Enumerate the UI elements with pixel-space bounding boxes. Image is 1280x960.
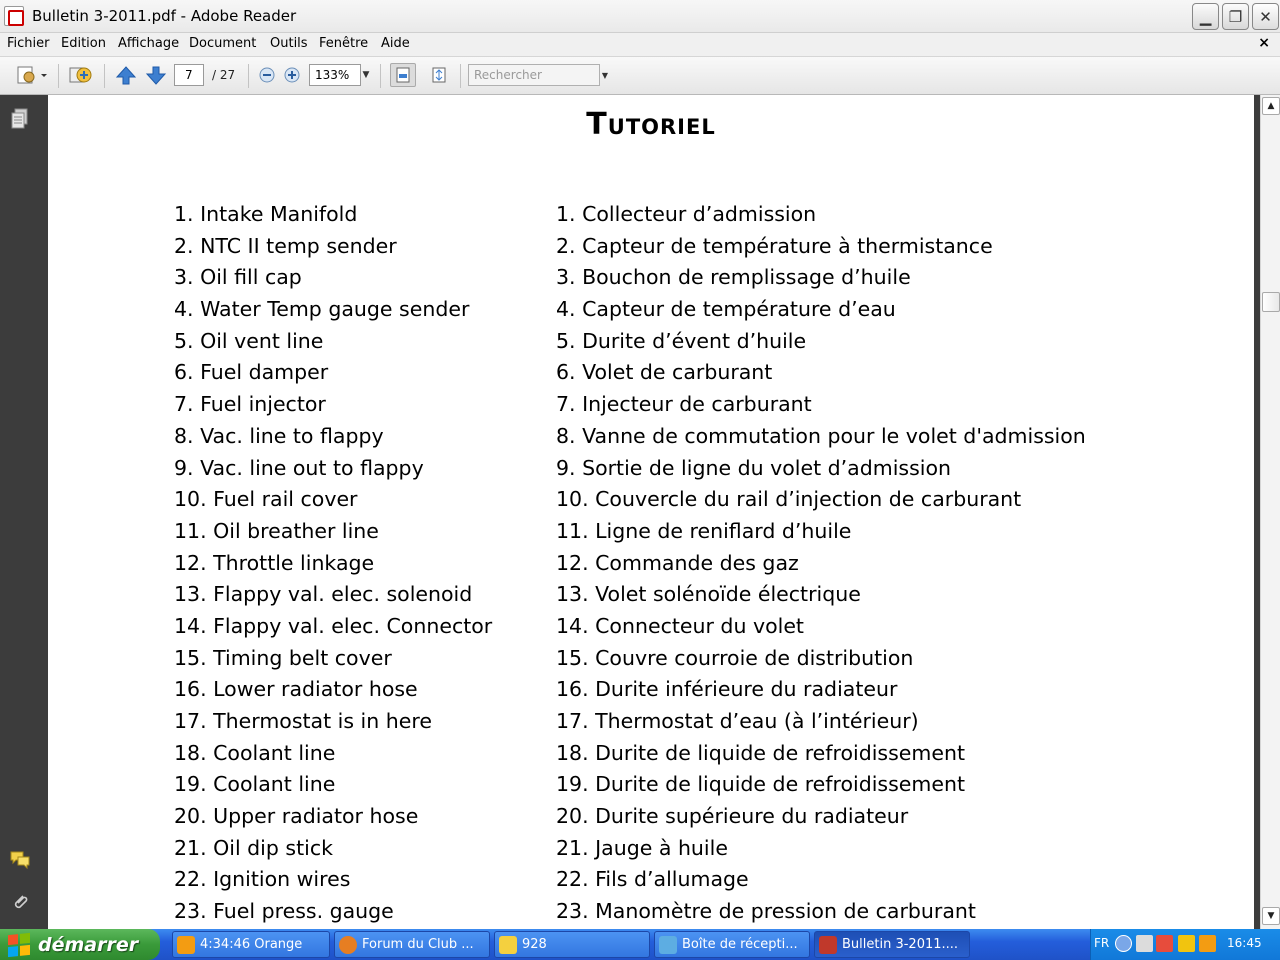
page-total: / 27 (212, 68, 236, 82)
menu-affichage[interactable]: Affichage (118, 36, 180, 51)
next-page-button[interactable] (144, 63, 168, 87)
task-label: Forum du Club ... (362, 937, 474, 952)
task-label: Boîte de récepti... (682, 937, 798, 952)
english-part-item: 13. Flappy val. elec. solenoid (174, 582, 473, 607)
chevron-up-icon: ▲ (1267, 101, 1275, 111)
toolbar-separator (460, 64, 461, 88)
network-icon[interactable] (1136, 935, 1153, 952)
orange-app-icon (177, 936, 195, 954)
french-part-item: 12. Commande des gaz (556, 550, 799, 575)
fit-page-icon (394, 66, 412, 84)
clock: 16:45 (1227, 936, 1262, 950)
taskbar (0, 929, 1280, 960)
menu-document[interactable]: Document (189, 36, 257, 51)
comments-button[interactable] (8, 848, 32, 870)
english-part-item: 6. Fuel damper (174, 360, 329, 385)
english-part-item: 7. Fuel injector (174, 392, 326, 417)
fit-window-button[interactable] (426, 63, 452, 87)
menu-aide[interactable]: Aide (381, 36, 410, 51)
zoom-out-icon (258, 66, 276, 84)
zoom-level-input[interactable]: 133% (309, 64, 361, 86)
chevron-down-icon: ▼ (362, 70, 370, 80)
chevron-down-icon: ▼ (601, 70, 609, 80)
previous-page-button[interactable] (114, 63, 138, 87)
french-part-item: 1. Collecteur d’admission (556, 202, 817, 226)
page-thumbnails-button[interactable] (8, 108, 32, 130)
task-label: 4:34:46 Orange (200, 937, 303, 952)
menu-fichier[interactable]: Fichier (7, 36, 50, 51)
french-part-item: 13. Volet solénoïde électrique (556, 582, 861, 607)
arrow-up-icon (115, 64, 137, 86)
scroll-thumb[interactable] (1262, 292, 1280, 312)
english-part-item: 5. Oil vent line (174, 328, 324, 353)
english-part-item: 16. Lower radiator hose (174, 677, 418, 702)
english-part-item: 12. Throttle linkage (174, 550, 375, 575)
zoom-in-icon (283, 66, 301, 84)
english-part-item: 21. Oil dip stick (174, 835, 333, 860)
french-part-item: 18. Durite de liquide de refroidissement (556, 740, 966, 765)
english-part-item: 8. Vac. line to flappy (174, 423, 384, 448)
french-part-item: 11. Ligne de reniflard d’huile (556, 518, 852, 543)
english-part-item: 4. Water Temp gauge sender (174, 297, 470, 322)
toolbar-separator (248, 64, 249, 88)
restore-icon: ❐ (1228, 7, 1243, 26)
zoom-out-button[interactable] (256, 63, 278, 87)
french-part-item: 21. Jauge à huile (556, 835, 728, 860)
search-input[interactable]: Rechercher (468, 64, 600, 86)
english-part-item: 23. Fuel press. gauge (174, 899, 394, 924)
menu-outils[interactable]: Outils (270, 36, 308, 51)
english-part-item: 15. Timing belt cover (174, 645, 392, 670)
task-label: 928 (522, 937, 547, 952)
french-part-item: 3. Bouchon de remplissage d’huile (556, 265, 911, 290)
french-part-item: 4. Capteur de température d’eau (556, 297, 896, 322)
french-part-item: 17. Thermostat d’eau (à l’intérieur) (556, 709, 919, 733)
expand-tray-icon[interactable] (1115, 935, 1132, 952)
english-part-item: 19. Coolant line (174, 772, 336, 797)
french-part-item: 7. Injecteur de carburant (556, 392, 812, 417)
english-part-item: 10. Fuel rail cover (174, 487, 358, 512)
close-document-button[interactable]: × (1258, 35, 1270, 51)
title-bar (0, 0, 1280, 33)
firefox-icon (339, 936, 357, 954)
task-firefox-forum[interactable] (334, 931, 490, 958)
minimize-icon: ▁ (1199, 7, 1212, 26)
french-parts-list (556, 199, 1086, 928)
task-folder-928[interactable] (494, 931, 650, 958)
french-part-item: 15. Couvre courroie de distribution (556, 645, 914, 670)
close-icon: ✕ (1259, 7, 1272, 26)
french-part-item: 5. Durite d’évent d’huile (556, 328, 807, 353)
mail-icon (659, 936, 677, 954)
scroll-down-button[interactable] (1262, 907, 1280, 925)
toolbar (0, 57, 1280, 95)
arrow-down-icon (145, 64, 167, 86)
french-part-item: 16. Durite inférieure du radiateur (556, 677, 898, 702)
warning-icon[interactable] (1178, 935, 1195, 952)
menu-edition[interactable]: Edition (61, 36, 106, 51)
task-label: Bulletin 3-2011.... (842, 937, 959, 952)
fit-width-button[interactable] (390, 63, 416, 87)
french-part-item: 2. Capteur de température à thermistance (556, 233, 993, 258)
folder-icon (499, 936, 517, 954)
search-options-button[interactable] (600, 63, 610, 87)
chevron-down-icon: ▼ (1267, 911, 1275, 921)
orange-tray-icon[interactable] (1199, 935, 1216, 952)
english-part-item: 11. Oil breather line (174, 518, 379, 543)
toolbar-separator (380, 64, 381, 88)
english-part-item: 22. Ignition wires (174, 867, 351, 892)
english-part-item: 9. Vac. line out to flappy (174, 455, 424, 480)
toolbar-separator (104, 64, 105, 88)
french-part-item: 8. Vanne de commutation pour le volet d'admission (556, 423, 1086, 448)
toolbar-separator (58, 64, 59, 88)
maximize-button[interactable] (1222, 3, 1249, 30)
english-part-item: 1. Intake Manifold (174, 202, 358, 226)
english-parts-list (174, 199, 492, 928)
language-indicator[interactable]: FR (1094, 936, 1110, 950)
adobe-reader-icon (4, 6, 24, 26)
page-number-input[interactable]: 7 (174, 64, 204, 86)
comments-icon (9, 849, 31, 869)
pdf-icon (819, 936, 837, 954)
antivirus-icon[interactable] (1156, 935, 1173, 952)
system-tray (1090, 929, 1280, 960)
french-part-item: 14. Connecteur du volet (556, 613, 804, 638)
expand-icon (430, 66, 448, 84)
paperclip-icon (10, 891, 30, 913)
scroll-up-button[interactable] (1262, 97, 1280, 115)
task-inbox[interactable] (654, 931, 810, 958)
vertical-scrollbar[interactable] (1260, 95, 1280, 929)
document-viewport[interactable] (42, 95, 1260, 929)
create-pdf-button[interactable] (14, 63, 50, 87)
french-part-item: 19. Durite de liquide de refroidissement (556, 772, 966, 797)
minimize-button[interactable] (1192, 3, 1219, 30)
close-window-button[interactable] (1252, 3, 1279, 30)
share-icon (68, 64, 94, 86)
attachments-button[interactable] (8, 891, 32, 913)
english-part-item: 14. Flappy val. elec. Connector (174, 613, 493, 638)
menu-fenetre[interactable]: Fenêtre (319, 36, 369, 51)
start-button[interactable] (0, 929, 160, 960)
pages-icon (10, 108, 30, 130)
pdf-page (48, 95, 1254, 929)
french-part-item: 9. Sortie de ligne du volet d’admission (556, 455, 952, 480)
menu-bar (0, 33, 1280, 57)
task-orange[interactable] (172, 931, 330, 958)
window-title: Bulletin 3-2011.pdf - Adobe Reader (32, 7, 297, 25)
french-part-item: 20. Durite supérieure du radiateur (556, 804, 909, 829)
english-part-item: 17. Thermostat is in here (174, 709, 432, 733)
french-part-item: 6. Volet de carburant (556, 360, 773, 385)
english-part-item: 18. Coolant line (174, 740, 336, 765)
document-tools-icon (15, 64, 49, 86)
french-part-item: 10. Couvercle du rail d’injection de carburant (556, 487, 1022, 512)
french-part-item: 22. Fils d’allumage (556, 867, 749, 892)
english-part-item: 3. Oil fill cap (174, 265, 302, 290)
task-adobe-reader[interactable] (814, 931, 970, 958)
english-part-item: 2. NTC II temp sender (174, 233, 397, 258)
english-part-item: 20. Upper radiator hose (174, 804, 419, 829)
start-label: démarrer (38, 933, 139, 956)
windows-logo-icon (8, 932, 30, 956)
page-title: Tutoriel (586, 107, 716, 142)
navigation-pane (0, 95, 42, 929)
french-part-item: 23. Manomètre de pression de carburant (556, 899, 976, 924)
zoom-in-button[interactable] (281, 63, 303, 87)
zoom-dropdown-button[interactable] (360, 63, 372, 87)
share-button[interactable] (66, 63, 96, 87)
